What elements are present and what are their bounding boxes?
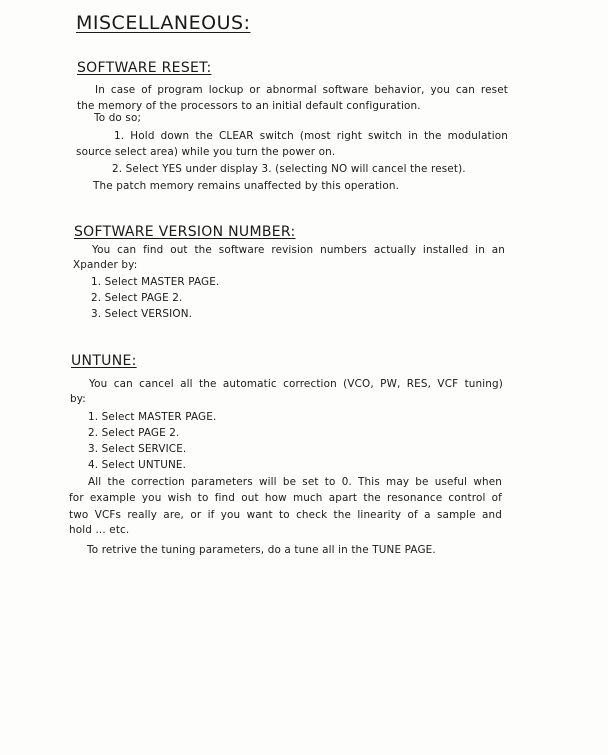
paragraph-line: The patch memory remains unaffected by this operation.: [93, 180, 400, 192]
list-item: 1. Hold down the CLEAR switch (most right switch in the modulation: [114, 130, 508, 142]
paragraph-line: hold ... etc.: [69, 524, 130, 536]
section-heading-software-reset: SOFTWARE RESET:: [77, 60, 212, 76]
list-item: 2. Select PAGE 2.: [91, 292, 183, 304]
list-item: 3. Select VERSION.: [91, 308, 193, 320]
paragraph-line: To retrive the tuning parameters, do a tune all in the TUNE PAGE.: [87, 544, 436, 556]
list-item-continuation: source select area) while you turn the power on.: [76, 146, 336, 158]
list-item: 2. Select YES under display 3. (selecting NO will cancel the reset).: [112, 163, 466, 175]
paragraph-line: for example you wish to find out how much apart the resonance control of: [69, 492, 502, 504]
list-item: 3. Select SERVICE.: [88, 443, 187, 455]
paragraph-line: To do so;: [94, 112, 142, 124]
paragraph-line: In case of program lockup or abnormal software behavior, you can reset: [95, 84, 508, 96]
list-item: 2. Select PAGE 2.: [88, 427, 180, 439]
section-heading-untune: UNTUNE:: [71, 353, 137, 369]
paragraph-line: You can find out the software revision numbers actually installed in an: [92, 244, 505, 256]
paragraph-line: by:: [70, 393, 86, 405]
section-heading-software-version: SOFTWARE VERSION NUMBER:: [74, 224, 296, 240]
page-title: MISCELLANEOUS:: [76, 12, 251, 34]
list-item: 1. Select MASTER PAGE.: [91, 276, 220, 288]
paragraph-line: You can cancel all the automatic correction (VCO, PW, RES, VCF tuning): [89, 378, 503, 390]
paragraph-line: two VCFs really are, or if you want to check the linearity of a sample and: [69, 509, 502, 521]
paragraph-line: Xpander by:: [73, 259, 138, 271]
paragraph-line: the memory of the processors to an initial default configuration.: [77, 100, 421, 112]
list-item: 1. Select MASTER PAGE.: [88, 411, 217, 423]
list-item: 4. Select UNTUNE.: [88, 459, 187, 471]
paragraph-line: All the correction parameters will be set to 0. This may be useful when: [88, 476, 502, 488]
